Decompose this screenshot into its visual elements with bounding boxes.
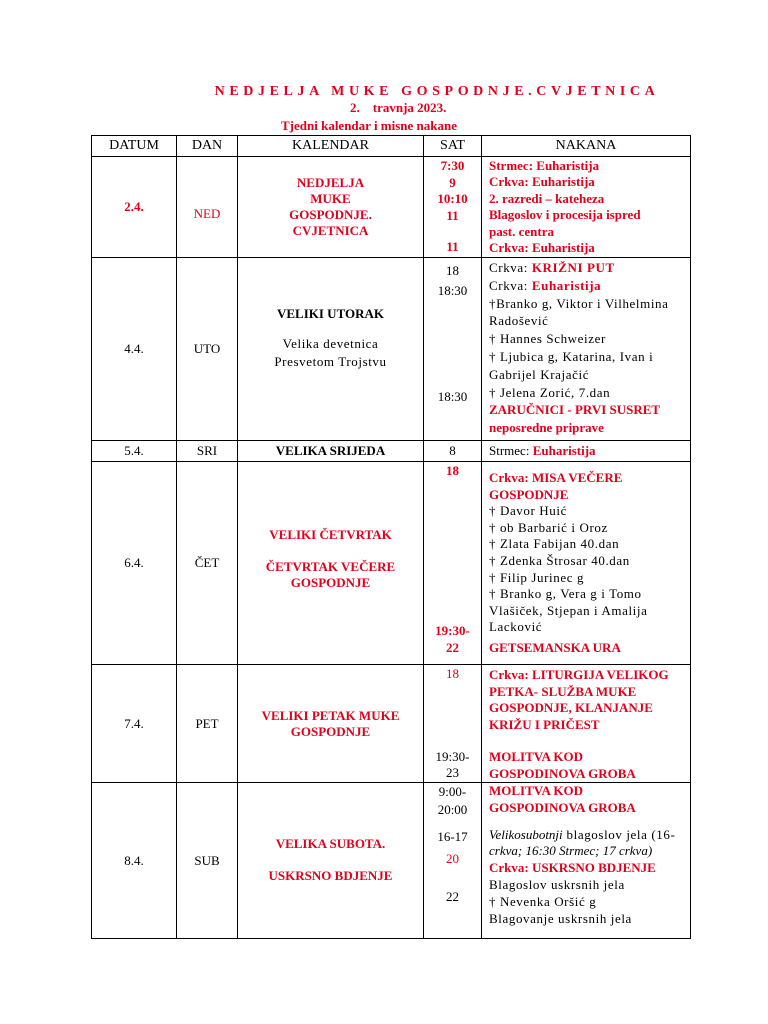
time-value: 11 [446,239,459,254]
calendar-table [91,135,691,939]
time-value: 18:30 [437,389,468,404]
table-row [92,665,691,783]
intention-line: PETKA- SLUŽBA MUKE [489,683,637,699]
table-row [92,258,691,441]
row-date: 7.4. [92,665,177,783]
row-time: 8 [424,441,482,462]
col-header-dan: DAN [177,136,238,157]
calendar-line: MUKE [310,191,351,206]
intention-line: MOLITVA KOD [489,749,584,764]
intention-line: Vlašiček, Stjepan i Amalija [489,602,648,618]
time-value: 18 [446,263,459,278]
row-date: 2.4. [92,157,177,258]
calendar-line: VELIKA SUBOTA. [275,835,386,851]
intention-line: MOLITVA KOD [489,783,584,798]
time-value: 23 [446,765,459,780]
intention-line: crkva; 16:30 Strmec; 17 crkva) [489,843,653,859]
col-header-sat: SAT [424,136,482,157]
intention-line: GOSPODINOVA GROBA [489,799,636,815]
intention-line: ZARUČNICI - PRVI SUSRET [489,402,661,418]
row-calendar [238,783,424,939]
intention-highlight: Euharistija [532,443,596,458]
row-day: SUB [177,783,238,939]
intention-line [489,827,690,844]
time-value: 18 [446,463,459,478]
row-time [424,462,482,665]
col-header-kalendar: KALENDAR [238,136,424,157]
row-time [424,783,482,939]
row-day: NED [177,157,238,258]
row-calendar [238,157,424,258]
row-day: UTO [177,258,238,441]
header-row [92,136,691,157]
intention-prefix: Crkva: [489,260,532,275]
intention-prefix: Strmec: [489,443,533,458]
row-intention [482,441,691,462]
time-value: 16-17 [437,829,468,844]
row-time [424,665,482,783]
intention-line: GOSPODINOVA GROBA [489,765,636,781]
intention-line: † ob Barbarić i Oroz [489,519,608,535]
intention-line: † Filip Jurinec g [489,569,585,585]
calendar-line: VELIKI ČETVRTAK [269,527,392,542]
calendar-line: GOSPODNJE. [289,207,372,222]
intention-line: GOSPODNJE, KLANJANJE [489,700,653,715]
row-date: 4.4. [92,258,177,441]
intention-line: Gabrijel Krajačić [489,366,590,382]
intention-line: Crkva: Euharistija [489,174,595,190]
intention-line [489,277,690,295]
intention-line: † Branko g, Vera g i Tomo [489,586,642,602]
intention-line [489,259,690,277]
calendar-sub: Presvetom Trojstvu [274,353,387,369]
intention-prefix: Crkva: [489,277,532,293]
intention-line: † Jelena Zorić, 7.dan [489,384,611,400]
calendar-line: GOSPODNJE [290,723,371,739]
table-row [92,441,691,462]
page-title: NEDJELJA MUKE GOSPODNJE.CVJETNICA [214,84,660,99]
intention-line: Crkva: LITURGIJA VELIKOG [489,667,669,682]
intention-line: GETSEMANSKA URA [489,639,621,655]
calendar-line: NEDJELJA [296,175,365,190]
intention-line: neposredne priprave [489,420,604,436]
intention-text: blagoslov jela (16- [562,826,676,842]
row-calendar: VELIKA SRIJEDA [238,441,424,462]
intention-line: past. centra [489,223,554,239]
row-intention [482,258,691,441]
calendar-line: USKRSNO BDJENJE [268,867,393,883]
time-value: 9:00- [438,784,467,799]
time-value: 19:30- [435,623,470,638]
intention-line: Radošević [489,313,549,329]
intention-highlight: KRIŽNI PUT [531,260,615,275]
intention-line: † Davor Huić [489,503,567,519]
intention-line: † Zdenka Štrosar 40.dan [489,552,630,568]
row-day: PET [177,665,238,783]
table-row [92,783,691,939]
row-date: 5.4. [92,441,177,462]
subtitle: Tjedni kalendar i misne nakane [281,118,458,133]
intention-line: KRIŽU I PRIČEST [489,716,600,732]
time-value: 9 [449,174,456,190]
row-day: SRI [177,441,238,462]
time-value: 20 [446,850,459,866]
intention-line: Crkva: Euharistija [489,240,595,256]
intention-line: † Nevenka Oršić g [489,893,597,909]
time-value: 18 [446,666,459,681]
calendar-line: GOSPODNJE [290,575,371,590]
table-row [92,462,691,665]
date-line: 2. travnja 2023. [350,100,447,115]
intention-italic: Velikosubotnji [489,826,563,842]
time-value: 22 [446,640,459,655]
row-day: ČET [177,462,238,665]
col-header-nakana: NAKANA [482,136,691,157]
time-value: 10:10 [437,191,468,206]
row-date: 6.4. [92,462,177,665]
row-time [424,157,482,258]
intention-line: Blagoslov uskrsnih jela [489,876,625,892]
intention-line: † Zlata Fabijan 40.dan [489,536,620,552]
col-header-datum: DATUM [92,136,177,157]
time-value: 20:00 [437,801,468,817]
intention-line: Lacković [489,619,543,635]
time-value: 22 [446,889,459,904]
row-intention [482,665,691,783]
intention-line: GOSPODNJE [489,486,569,502]
row-intention [482,462,691,665]
intention-line: †Branko g, Viktor i Vilhelmina [489,295,669,311]
row-calendar [238,462,424,665]
intention-line: Strmec: Euharistija [489,158,600,173]
calendar-line: ČETVRTAK VEČERE [265,559,396,574]
row-intention [482,783,691,939]
time-value: 7:30 [440,158,465,173]
intention-line: Crkva: USKRSNO BDJENJE [489,860,656,876]
time-value: 11 [446,207,459,223]
row-time [424,258,482,441]
row-calendar [238,665,424,783]
intention-line: 2. razredi – kateheza [489,190,605,206]
calendar-title: VELIKI UTORAK [276,305,385,321]
intention-line: Blagovanje uskrsnih jela [489,910,632,926]
row-intention [482,157,691,258]
intention-line: † Hannes Schweizer [489,331,606,347]
row-calendar [238,258,424,441]
intention-line: Blagoslov i procesija ispred [489,207,641,223]
calendar-line: VELIKI PETAK MUKE [261,707,400,723]
intention-line: Crkva: MISA VEČERE [489,470,623,485]
time-value: 19:30- [435,748,470,764]
intention-line: † Ljubica g, Katarina, Ivan i [489,348,654,364]
intention-highlight: Euharistija [531,277,602,293]
calendar-line: CVJETNICA [292,223,369,238]
table-row [92,157,691,258]
time-value: 18:30 [437,283,468,298]
row-date: 8.4. [92,783,177,939]
calendar-sub: Velika devetnica [282,335,379,351]
